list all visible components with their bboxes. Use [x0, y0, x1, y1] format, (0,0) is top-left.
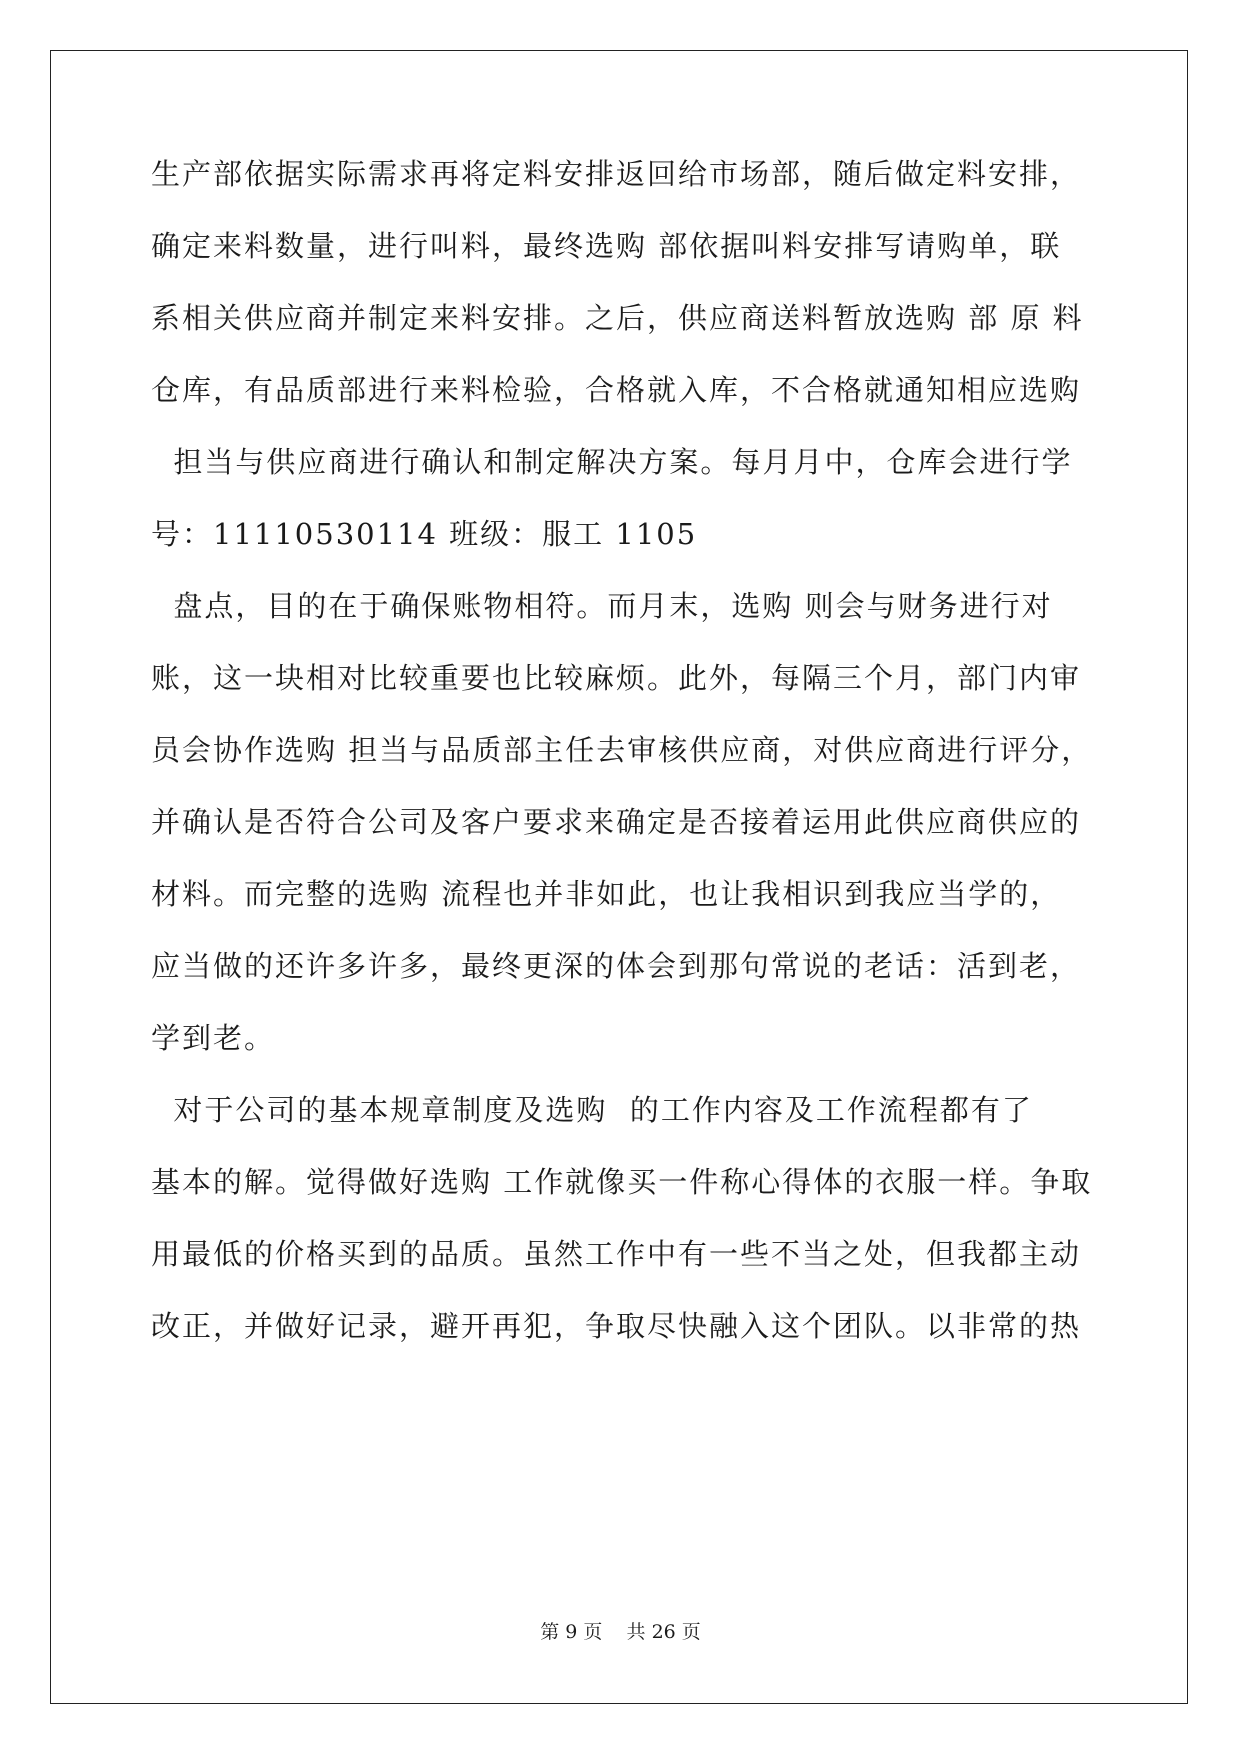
text-line: 确定来料数量，进行叫料，最终选购 部依据叫料安排写请购单，联 — [151, 229, 1062, 263]
text-line: 用最低的价格买到的品质。虽然工作中有一些不当之处，但我都主动 — [151, 1237, 1082, 1271]
text-line: 改正，并做好记录，避开再犯，争取尽快融入这个团队。以非常的热 — [151, 1309, 1082, 1343]
text-line: 并确认是否符合公司及客户要求来确定是否接着运用此供应商供应的 — [151, 805, 1082, 839]
page-number-footer: 第 9 页 共 26 页 — [540, 1621, 701, 1643]
text-line: 生产部依据实际需求再将定料安排返回给市场部，随后做定料安排， — [151, 157, 1082, 191]
text-line: 学到老。 — [151, 1021, 276, 1055]
text-line: 应当做的还许多许多，最终更深的体会到那句常说的老话：活到老， — [151, 949, 1082, 983]
text-line: 对于公司的基本规章制度及选购 的工作内容及工作流程都有了 — [151, 1093, 1033, 1127]
text-line: 盘点，目的在于确保账物相符。而月末，选购 则会与财务进行对 — [151, 589, 1053, 623]
text-line: 系相关供应商并制定来料安排。之后，供应商送料暂放选购 部 原 料 — [151, 301, 1084, 335]
text-line: 材料。而完整的选购 流程也并非如此，也让我相识到我应当学的， — [151, 877, 1062, 911]
text-line: 员会协作选购 担当与品质部主任去审核供应商，对供应商进行评分， — [151, 733, 1093, 767]
text-line: 担当与供应商进行确认和制定解决方案。每月月中，仓库会进行学 — [151, 445, 1073, 479]
text-line: 账，这一块相对比较重要也比较麻烦。此外，每隔三个月，部门内审 — [151, 661, 1082, 695]
text-line: 号：11110530114 班级：服工 1105 — [151, 517, 698, 551]
text-line: 仓库，有品质部进行来料检验，合格就入库，不合格就通知相应选购 — [151, 373, 1082, 407]
text-line: 基本的解。觉得做好选购 工作就像买一件称心得体的衣服一样。争取 — [151, 1165, 1093, 1199]
